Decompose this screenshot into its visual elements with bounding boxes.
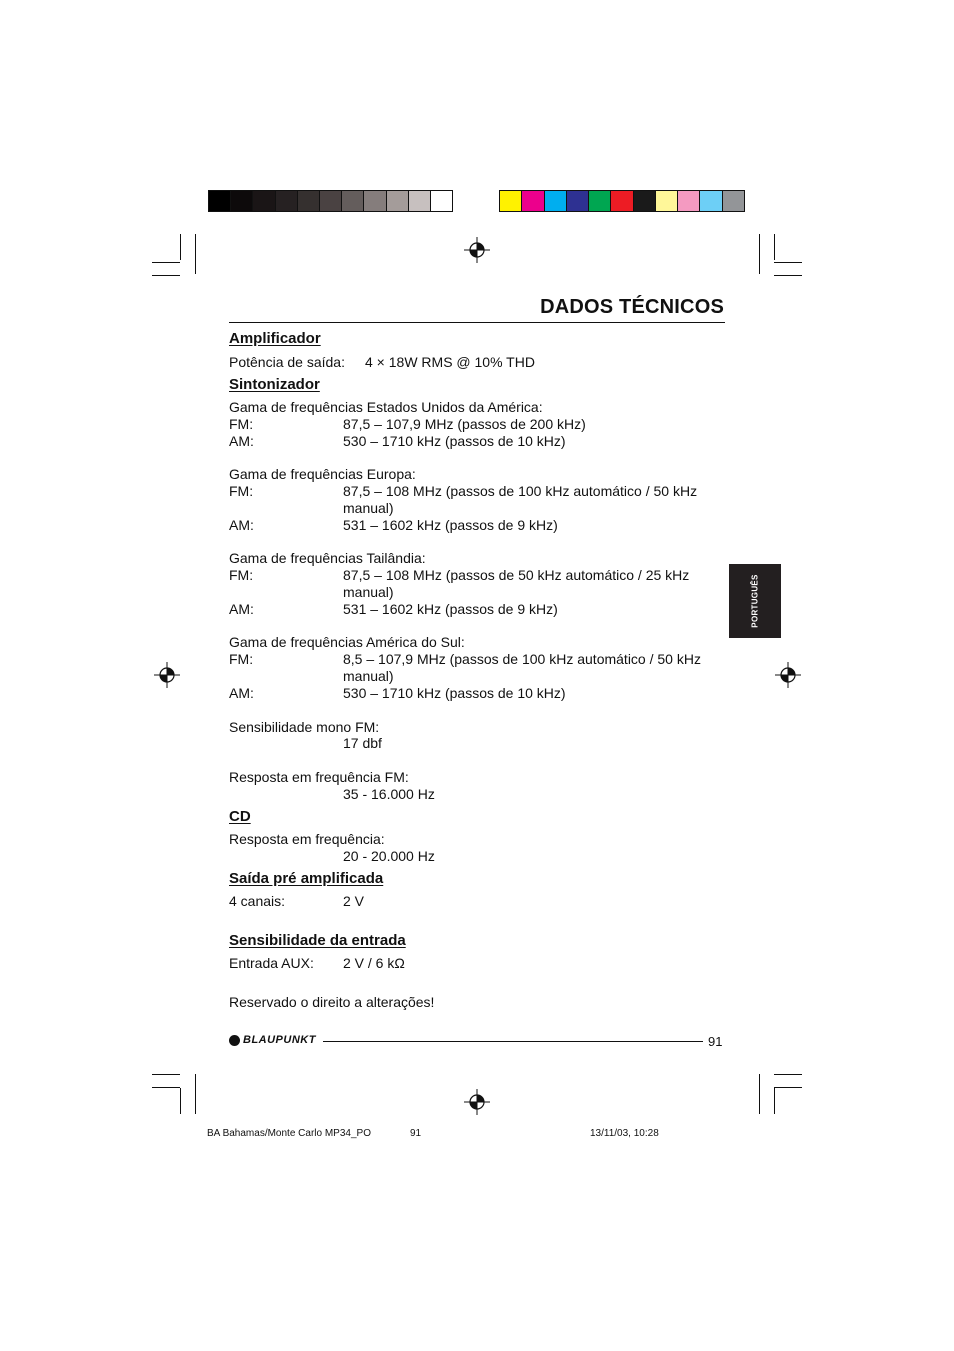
- spec-value: 87,5 – 107,9 MHz (passos de 200 kHz): [343, 416, 586, 432]
- color-swatch: [611, 191, 633, 211]
- registration-mark-icon: [464, 237, 490, 263]
- color-swatch: [656, 191, 678, 211]
- color-swatch: [545, 191, 567, 211]
- section-heading-sintonizador: Sintonizador: [229, 376, 320, 393]
- crop-mark: [195, 234, 196, 274]
- crop-mark: [774, 275, 802, 276]
- spec-label: AM:: [229, 601, 254, 617]
- color-swatch: [634, 191, 656, 211]
- page-number: 91: [708, 1034, 723, 1049]
- spec-value: 531 – 1602 kHz (passos de 9 kHz): [343, 601, 558, 617]
- title-rule: [229, 322, 725, 323]
- spec-label: 4 canais:: [229, 893, 286, 909]
- crop-mark: [759, 1074, 760, 1114]
- registration-mark-icon: [154, 662, 180, 688]
- color-swatch: [253, 191, 275, 211]
- band-heading: Gama de frequências América do Sul:: [229, 634, 465, 650]
- spec-value: manual): [343, 668, 394, 684]
- brand-logo: [229, 1034, 316, 1046]
- spec-label: Potência de saída:: [229, 354, 345, 370]
- spec-label: FM:: [229, 416, 254, 432]
- grayscale-bar: [208, 190, 453, 212]
- spec-label: Resposta em frequência:: [229, 831, 385, 847]
- spec-label: Entrada AUX:: [229, 955, 314, 971]
- crop-mark: [152, 262, 180, 263]
- crop-mark: [774, 262, 802, 263]
- spec-label: FM:: [229, 567, 254, 583]
- band-heading: Gama de frequências Tailândia:: [229, 550, 426, 566]
- brand-dot-icon: [229, 1035, 240, 1046]
- page-title: DADOS TÉCNICOS: [540, 296, 724, 318]
- print-meta-file: BA Bahamas/Monte Carlo MP34_PO: [207, 1128, 371, 1139]
- color-swatch: [723, 191, 744, 211]
- spec-value: 2 V / 6 kΩ: [343, 955, 405, 971]
- color-swatch: [342, 191, 364, 211]
- crop-mark: [774, 1088, 775, 1114]
- language-tab-label: PORTUGUÊS: [750, 574, 760, 628]
- crop-mark: [180, 1088, 181, 1114]
- spec-value: 8,5 – 107,9 MHz (passos de 100 kHz automático / 50 kHz: [343, 651, 701, 667]
- crop-mark: [195, 1074, 196, 1114]
- spec-label: Resposta em frequência FM:: [229, 769, 409, 785]
- section-heading-amplificador: Amplificador: [229, 330, 321, 347]
- spec-value: 17 dbf: [343, 735, 382, 751]
- crop-mark: [180, 234, 181, 260]
- band-heading: Gama de frequências Estados Unidos da América:: [229, 399, 543, 415]
- color-swatch: [276, 191, 298, 211]
- spec-value: manual): [343, 584, 394, 600]
- spec-label: Sensibilidade mono FM:: [229, 719, 380, 735]
- color-swatch: [700, 191, 722, 211]
- section-heading-saida: Saída pré amplificada: [229, 870, 384, 887]
- crop-mark: [774, 1074, 802, 1075]
- color-swatch: [500, 191, 522, 211]
- band-heading: Gama de frequências Europa:: [229, 466, 416, 482]
- crop-mark: [774, 1087, 802, 1088]
- color-swatch: [364, 191, 386, 211]
- spec-value: 4 × 18W RMS @ 10% THD: [365, 354, 535, 370]
- spec-value: 35 - 16.000 Hz: [343, 786, 435, 802]
- registration-mark-icon: [464, 1089, 490, 1115]
- footer-rule: [323, 1041, 703, 1042]
- print-meta-date: 13/11/03, 10:28: [590, 1128, 659, 1139]
- language-tab: [729, 564, 781, 638]
- color-swatch: [209, 191, 231, 211]
- spec-label: FM:: [229, 651, 254, 667]
- section-heading-cd: CD: [229, 808, 251, 825]
- spec-label: FM:: [229, 483, 254, 499]
- crop-mark: [152, 1074, 180, 1075]
- crop-mark: [152, 275, 180, 276]
- section-heading-entrada: Sensibilidade da entrada: [229, 932, 406, 949]
- color-swatch: [320, 191, 342, 211]
- color-swatch: [567, 191, 589, 211]
- reserved-notice: Reservado o direito a alterações!: [229, 994, 435, 1010]
- spec-value: manual): [343, 500, 394, 516]
- color-swatch: [431, 191, 452, 211]
- spec-value: 20 - 20.000 Hz: [343, 848, 435, 864]
- spec-label: AM:: [229, 433, 254, 449]
- spec-value: 530 – 1710 kHz (passos de 10 kHz): [343, 685, 566, 701]
- spec-value: 530 – 1710 kHz (passos de 10 kHz): [343, 433, 566, 449]
- registration-mark-icon: [775, 662, 801, 688]
- spec-label: AM:: [229, 517, 254, 533]
- color-swatch: [387, 191, 409, 211]
- crop-mark: [152, 1087, 180, 1088]
- color-bar: [499, 190, 745, 212]
- crop-mark: [759, 234, 760, 274]
- color-swatch: [589, 191, 611, 211]
- spec-value: 531 – 1602 kHz (passos de 9 kHz): [343, 517, 558, 533]
- print-meta-page: 91: [410, 1128, 422, 1139]
- color-swatch: [231, 191, 253, 211]
- spec-value: 87,5 – 108 MHz (passos de 50 kHz automático / 25 kHz: [343, 567, 690, 583]
- crop-mark: [774, 234, 775, 260]
- color-swatch: [409, 191, 431, 211]
- spec-value: 87,5 – 108 MHz (passos de 100 kHz automático / 50 kHz: [343, 483, 698, 499]
- color-swatch: [522, 191, 544, 211]
- spec-value: 2 V: [343, 893, 365, 909]
- brand-name: BLAUPUNKT: [243, 1034, 316, 1046]
- color-swatch: [678, 191, 700, 211]
- color-swatch: [298, 191, 320, 211]
- spec-label: AM:: [229, 685, 254, 701]
